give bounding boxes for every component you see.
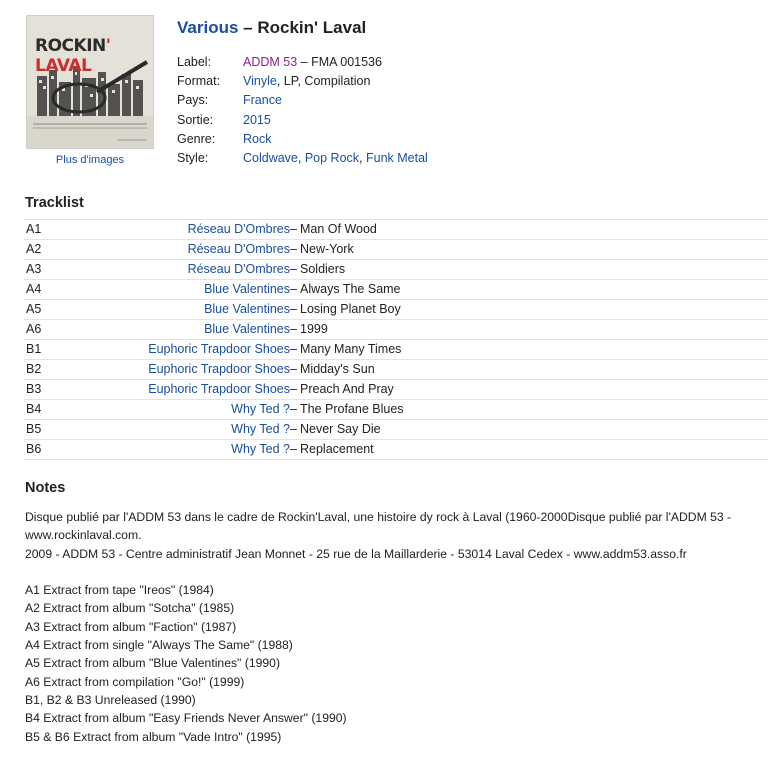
format-text: Compilation (304, 74, 371, 89)
track-separator: – (290, 362, 297, 376)
track-row (24, 400, 768, 420)
track-artist-link[interactable]: Why Ted ? (231, 442, 290, 456)
more-images-link[interactable] (26, 154, 154, 166)
track-title: The Profane Blues (300, 402, 404, 416)
track-row (24, 360, 768, 380)
track-position: A4 (26, 282, 42, 296)
notes-line: B4 Extract from album "Easy Friends Never Answer" (1990) (25, 711, 347, 726)
track-position: B3 (26, 382, 42, 396)
track-row (24, 260, 768, 280)
release-title: Rockin' Laval (257, 18, 367, 37)
track-position: A5 (26, 302, 42, 316)
track-row (24, 340, 768, 360)
info-key: Pays: (177, 93, 209, 108)
track-artist-link[interactable]: Blue Valentines (204, 282, 290, 296)
track-title: Preach And Pray (300, 382, 394, 396)
track-title: Midday's Sun (300, 362, 375, 376)
notes-heading: Notes (25, 480, 66, 496)
info-key: Style: (177, 150, 209, 165)
notes-line: Disque publié par l'ADDM 53 dans le cadre de Rockin'Laval, une histoire dy rock à Laval (1960-2000Disque publié par l'ADDM 53 - (25, 510, 732, 524)
track-separator: – (290, 262, 297, 276)
track-row (24, 220, 768, 240)
country-link[interactable]: France (243, 93, 282, 108)
track-position: B2 (26, 362, 42, 376)
track-separator: – (290, 342, 297, 356)
style-link[interactable]: Coldwave (243, 150, 298, 165)
track-artist-link[interactable]: Réseau D'Ombres (187, 262, 290, 276)
released-link[interactable]: 2015 (243, 112, 271, 127)
notes-line: B5 & B6 Extract from album "Vade Intro" (1995) (25, 729, 282, 744)
notes-spacer (25, 563, 755, 581)
notes (25, 508, 755, 746)
track-separator: – (290, 382, 297, 396)
track-artist-link[interactable]: Réseau D'Ombres (187, 222, 290, 236)
track-position: A2 (26, 242, 42, 256)
track-title: New-York (300, 242, 354, 256)
track-position: B6 (26, 442, 42, 456)
notes-line: A1 Extract from tape "Ireos" (1984) (25, 583, 214, 598)
info-key: Label: (177, 55, 212, 69)
track-separator: – (290, 242, 297, 256)
tracklist-heading: Tracklist (25, 195, 84, 211)
track-separator: – (290, 302, 297, 316)
track-row (24, 380, 768, 400)
track-separator: – (290, 402, 297, 416)
track-title: Always The Same (300, 282, 401, 296)
notes-line: A6 Extract from compilation "Go!" (1999) (25, 674, 245, 689)
track-row (24, 280, 768, 300)
track-row (24, 240, 768, 260)
notes-line: A4 Extract from single "Always The Same" (1988) (25, 638, 293, 653)
notes-line: A3 Extract from album "Faction" (1987) (25, 619, 237, 634)
track-title: 1999 (300, 322, 328, 336)
track-position: B1 (26, 342, 42, 356)
info-key: Sortie: (177, 112, 214, 127)
track-title: Replacement (300, 442, 374, 456)
track-position: A1 (26, 222, 42, 236)
tracklist (24, 219, 768, 460)
track-separator: – (290, 442, 297, 456)
track-position: A6 (26, 322, 42, 336)
track-artist-link[interactable]: Réseau D'Ombres (187, 242, 290, 256)
more-images-label[interactable]: Plus d'images (55, 154, 125, 166)
track-title: Soldiers (300, 262, 346, 276)
cover-image[interactable] (26, 15, 154, 149)
track-artist-link[interactable]: Why Ted ? (231, 422, 290, 436)
title-separator: – (238, 18, 258, 37)
track-row (24, 440, 768, 460)
track-title: Never Say Die (300, 422, 381, 436)
track-title: Man Of Wood (300, 222, 377, 236)
info-key: Format: (177, 74, 221, 89)
genre-link[interactable]: Rock (243, 131, 272, 146)
notes-line: A5 Extract from album "Blue Valentines" (1990) (25, 656, 281, 671)
track-artist-link[interactable]: Euphoric Trapdoor Shoes (148, 382, 290, 396)
style-link[interactable]: Pop Rock (304, 150, 360, 165)
notes-line: B1, B2 & B3 Unreleased (1990) (25, 692, 196, 707)
track-title: Many Many Times (300, 342, 402, 356)
page-title (177, 18, 366, 38)
track-separator: – (290, 222, 297, 236)
track-position: A3 (26, 262, 42, 276)
track-position: B5 (26, 422, 42, 436)
notes-line: 2009 - ADDM 53 - Centre administratif Jean Monnet - 25 rue de la Maillarderie - 53014 Laval Cedex - www.addm53.asso.fr (25, 546, 687, 561)
notes-line: A2 Extract from album "Sotcha" (1985) (25, 601, 235, 616)
track-row (24, 420, 768, 440)
track-separator: – (290, 422, 297, 436)
track-row (24, 320, 768, 340)
format-text: LP (283, 74, 298, 89)
catalog-number: – FMA 001536 (297, 55, 382, 69)
format-link[interactable]: Vinyle (243, 74, 277, 89)
release-artist-link[interactable]: Various (177, 18, 239, 37)
track-artist-link[interactable]: Why Ted ? (231, 402, 290, 416)
style-link[interactable]: Funk Metal (366, 150, 428, 165)
notes-line: www.rockinlaval.com. (25, 528, 142, 543)
label-link[interactable]: ADDM 53 (243, 55, 298, 69)
track-title: Losing Planet Boy (300, 302, 401, 316)
track-artist-link[interactable]: Blue Valentines (204, 322, 290, 336)
track-artist-link[interactable]: Euphoric Trapdoor Shoes (148, 342, 290, 356)
track-separator: – (290, 282, 297, 296)
track-artist-link[interactable]: Euphoric Trapdoor Shoes (148, 362, 290, 376)
info-key: Genre: (177, 131, 216, 146)
track-artist-link[interactable]: Blue Valentines (204, 302, 290, 316)
cover-logo: ROCKIN' LAVAL (35, 36, 111, 76)
track-position: B4 (26, 402, 42, 416)
track-separator: – (290, 322, 297, 336)
track-row (24, 300, 768, 320)
